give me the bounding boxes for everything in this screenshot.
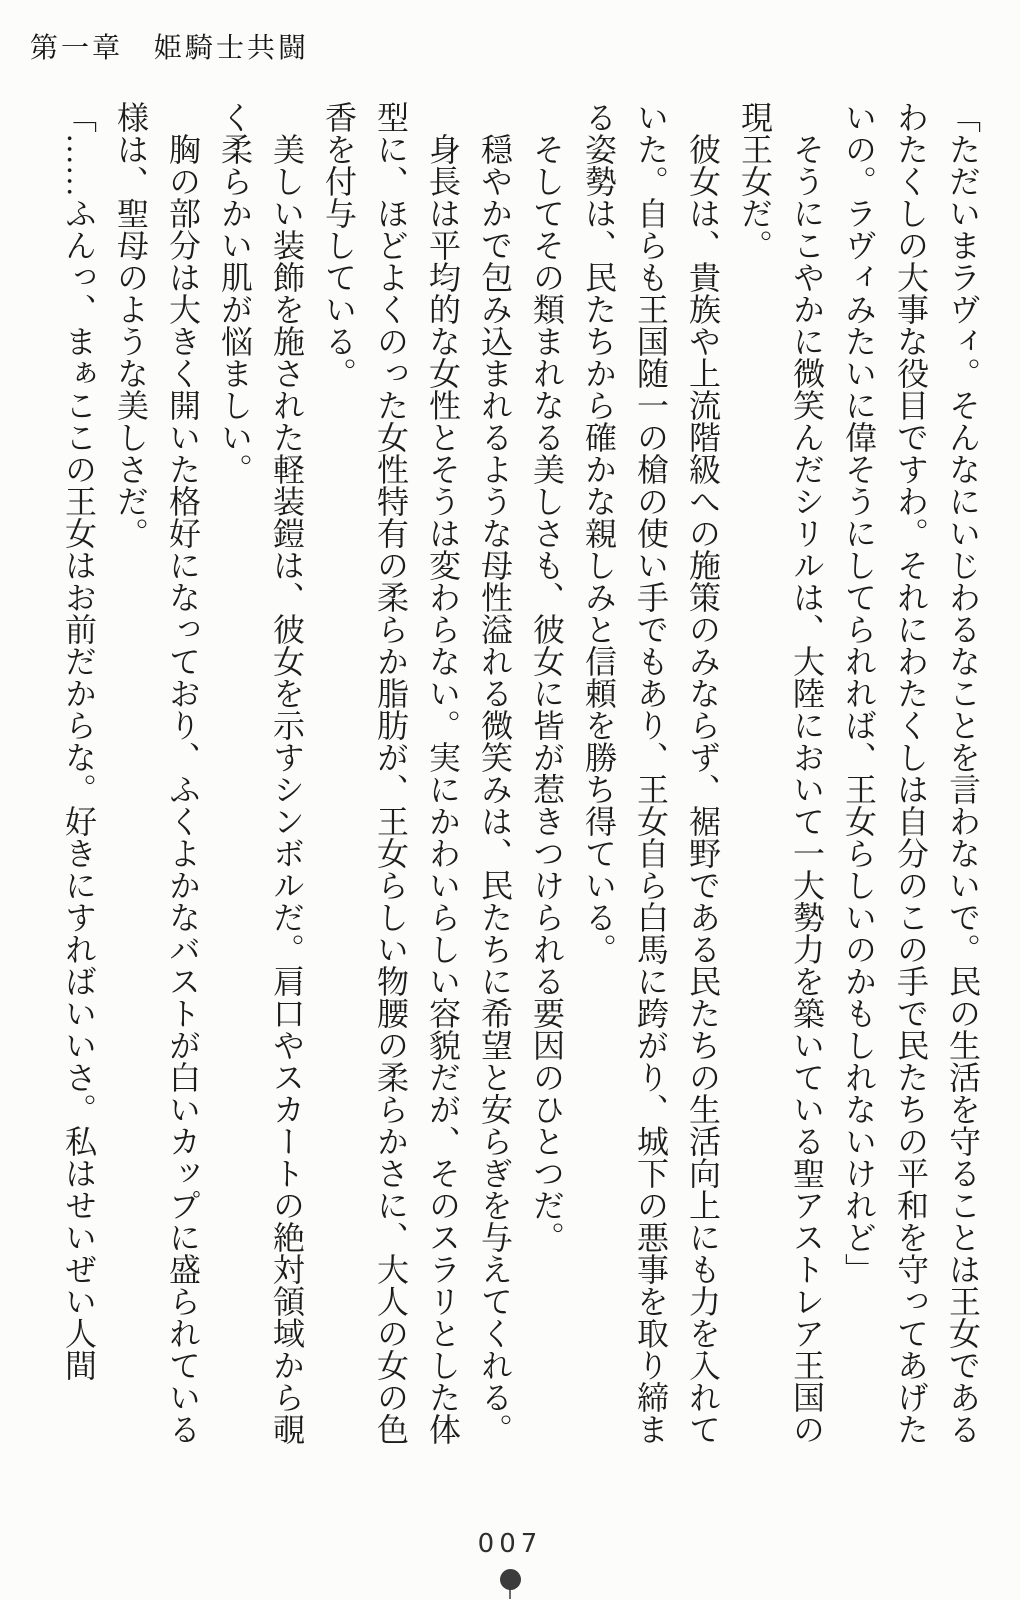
page-number: 007 bbox=[477, 1529, 543, 1559]
binding-dot-circle bbox=[500, 1569, 521, 1590]
paragraph-narration: そしてその類まれなる美しさも、彼女に皆が惹きつけられる要因のひとつだ。 bbox=[529, 133, 565, 1253]
paragraph-narration: 胸の部分は大きく開いた格好になっており、ふくよかなバストが白いカップに盛られている様は、聖母のような美しさだ。 bbox=[113, 101, 201, 1445]
paragraph-narration: 穏やかで包み込まれるような母性溢れる微笑みは、民たちに希望と安らぎを与えてくれる。 bbox=[477, 133, 513, 1445]
paragraph-dialogue: 「ただいまラヴィ。そんなにいじわるなことを言わないで。民の生活を守ることは王女であるわたくしの大事な役目ですわ。それにわたくしは自分のこの手で民たちの平和を守ってあげたいの。ラヴィみたいに偉そうにしてられれば、王女らしいのかもしれないけれど」 bbox=[841, 101, 981, 1445]
chapter-header: 第一章 姫騎士共闘 bbox=[30, 33, 310, 64]
paragraph-narration: 彼女は、貴族や上流階級への施策のみならず、裾野である民たちの生活向上にも力を入れていた。自らも王国随一の槍の使い手でもあり、王女自ら白馬に跨がり、城下の悪事を取り締まる姿勢は、民たちから確かな親しみと信頼を勝ち得ている。 bbox=[581, 101, 721, 1445]
paragraph-narration: そうにこやかに微笑んだシリルは、大陸において一大勢力を築いている聖アストレア王国の現王女だ。 bbox=[737, 101, 825, 1445]
paragraph-narration: 美しい装飾を施された軽装鎧は、彼女を示すシンボルだ。肩口やスカートの絶対領域から覗く柔らかい肌が悩ましい。 bbox=[217, 101, 305, 1445]
binding-dot-icon bbox=[498, 1569, 522, 1599]
body-text-block bbox=[48, 101, 989, 1463]
paragraph-dialogue: 「……ふんっ、まぁここの王女はお前だからな。好きにすればいいさ。私はせいぜい人間 bbox=[61, 101, 97, 1381]
paragraph-narration: 身長は平均的な女性とそうは変わらない。実にかわいらしい容貌だが、そのスラリとした体型に、ほどよくのった女性特有の柔らか脂肪が、王女らしい物腰の柔らかさに、大人の女の色香を付与している。 bbox=[321, 101, 461, 1445]
binding-dot-stem bbox=[509, 1590, 511, 1599]
